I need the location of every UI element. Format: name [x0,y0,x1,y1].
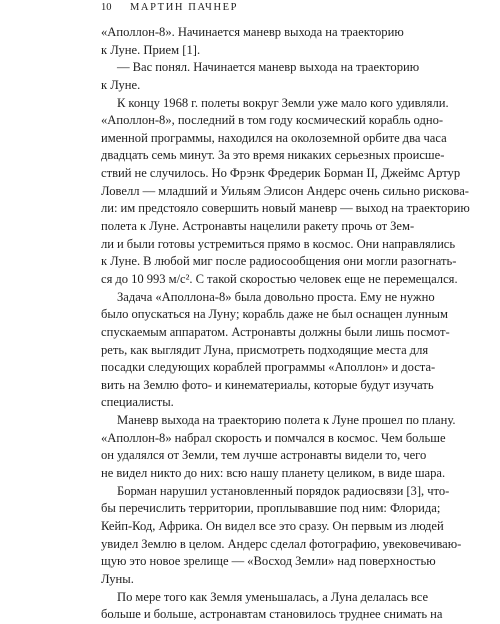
text-line: — Вас понял. Начинается маневр выхода на траекторию [117,60,420,75]
text-line: Задача «Аполлона-8» была довольно проста. Ему не нужно [117,289,435,304]
running-head: МАРТИН ПАЧНЕР [130,2,239,13]
text-line: не видел никто до них: всю нашу планету целиком, в виде шара. [101,466,446,481]
text-line: Борман нарушил установленный порядок радиосвязи [3], что- [117,483,450,498]
text-line: К концу 1968 г. полеты вокруг Земли уже мало кого удивляли. [117,95,449,110]
text-line: «Аполлон-8». Начинается маневр выхода на траекторию [101,25,404,39]
text-line: ли и были готовы устремиться прямо в космос. Они направлялись [101,236,456,251]
text-line: специалисты. [101,395,174,410]
text-line: он удалялся от Земли, тем лучше астронавты видели то, чего [101,448,427,463]
text-line: ся до 10 993 м/с². С такой скоростью человек еще не перемещался. [101,271,458,286]
text-line: Луны. [101,571,134,586]
text-line: Кейп-Код, Африка. Он видел все это сразу. Он первым из людей [101,518,444,533]
text-line: ствий не случилось. Но Фрэнк Фредерик Борман II, Джеймс Артур [101,166,461,181]
text-line: к Луне. [101,77,141,92]
text-line: больше и больше, астронавтам становилось труднее снимать на [101,607,443,622]
text-line: щую это новое зрелище — «Восход Земли» над поверхностью [101,554,436,569]
text-line: бы перечислить территории, проплывавшие под ним: Флорида; [101,501,441,516]
text-line: спускаемым аппаратом. Астронавты должны были лишь посмот- [101,324,450,339]
text-line: именной программы, находился на околоземной орбите два часа [101,130,447,145]
page-header [0,0,500,24]
text-line: полета к Луне. Астронавты нацелили ракету прочь от Зем- [101,219,415,234]
text-line: «Аполлон-8», последний в том году космический корабль одно- [101,113,444,128]
text-line: ли: им предстояло совершить новый маневр — выход на траекторию [101,201,470,216]
text-line: Ловелл — младший и Уильям Элисон Андерс очень сильно рискова- [101,183,469,198]
text-line: к Луне. Прием [1]. [101,42,201,57]
text-line: увидел Землю в целом. Андерс сделал фотографию, увековечиваю- [101,536,462,551]
page-number: 10 [101,2,112,13]
text-line: «Аполлон-8» набрал скорость и помчался в космос. Чем больше [101,430,446,445]
body-text [101,24,470,624]
text-line: вить на Землю фото- и кинематериалы, которые будут изучать [101,377,434,392]
text-line: Маневр выхода на траекторию полета к Луне прошел по плану. [117,413,456,428]
text-line: По мере того как Земля уменьшалась, а Луна делалась все [117,589,429,604]
text-line: было опускаться на Луну; корабль даже не был оснащен лунным [101,307,448,322]
text-line: к Луне. В любой миг после радиосообщения они могли разогнать- [101,254,457,269]
text-line: реть, как выглядит Луна, присмотреть подходящие места для [101,342,429,357]
text-line: двадцать семь минут. За это время никаких серьезных происше- [101,148,445,163]
text-line: посадки следующих кораблей программы «Аполлон» и доста- [101,360,436,375]
